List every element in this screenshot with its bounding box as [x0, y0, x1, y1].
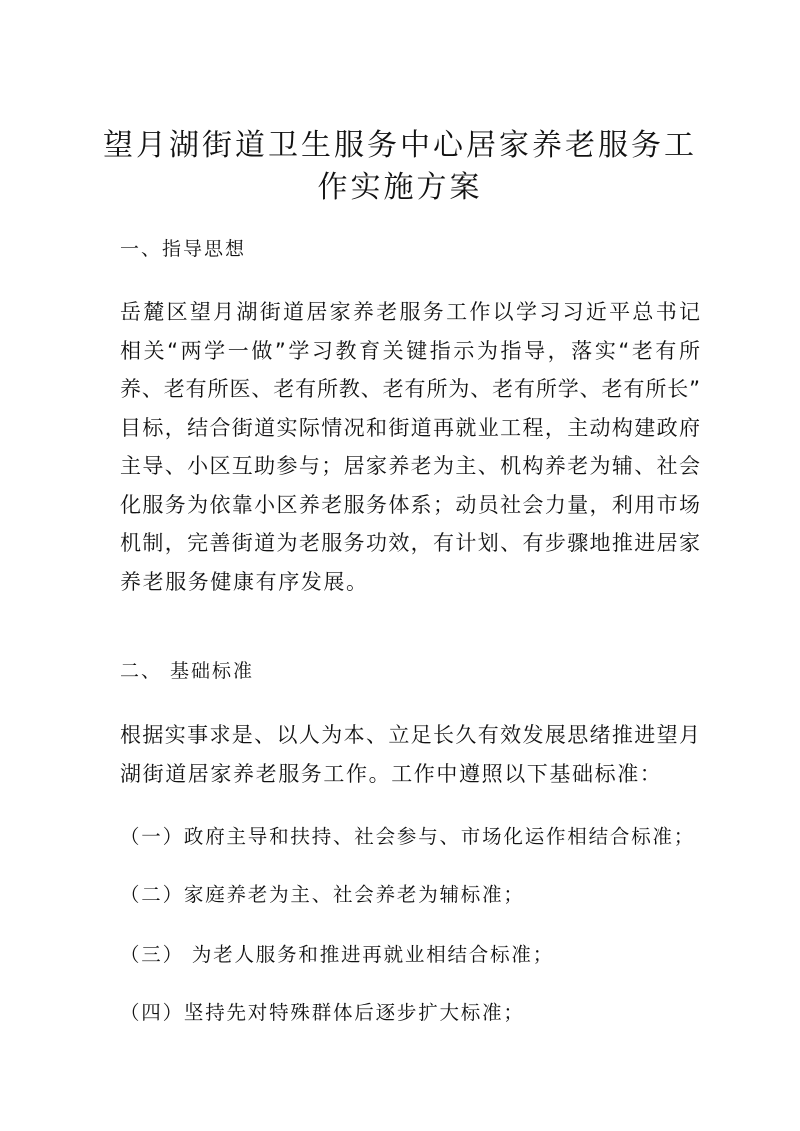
- paragraph-line: 根据实事求是、以人为本、立足长久有效发展思绪推进望月: [120, 723, 700, 747]
- section-1-heading: 一、指导思想: [120, 238, 247, 260]
- standard-item-1: （一）政府主导和扶持、社会参与、市场化运作相结合标准；: [120, 825, 696, 848]
- standard-item-2: （二）家庭养老为主、社会养老为辅标准；: [120, 883, 525, 906]
- section-2-heading: 二、 基础标准: [120, 660, 255, 682]
- paragraph-line: 目标，结合街道实际情况和街道再就业工程，主动构建政府: [120, 415, 700, 440]
- paragraph-line: 主导、小区互助参与；居家养老为主、机构养老为辅、社会: [120, 454, 700, 478]
- paragraph-line: 养老服务健康有序发展。: [120, 569, 369, 594]
- paragraph-line: 岳麓区望月湖街道居家养老服务工作以学习习近平总书记: [120, 300, 700, 324]
- section-1-paragraph: [120, 293, 700, 601]
- paragraph-line: 机制，完善街道为老服务功效，有计划、有步骤地推进居家: [120, 531, 700, 555]
- section-2-paragraph: [120, 716, 700, 793]
- standard-item-4: （四）坚持先对特殊群体后逐步扩大标准；: [120, 1001, 525, 1024]
- standard-item-3: （三） 为老人服务和推进再就业相结合标准；: [120, 943, 554, 966]
- document-title-line-1: 望月湖街道卫生服务中心居家养老服务工: [103, 128, 697, 163]
- document-title-line-2: 作实施方案: [317, 170, 483, 205]
- paragraph-line: 养、老有所医、老有所教、老有所为、老有所学、老有所长”: [120, 377, 700, 401]
- paragraph-line: 化服务为依靠小区养老服务体系；动员社会力量，利用市场: [120, 492, 700, 517]
- paragraph-line: 湖街道居家养老服务工作。工作中遵照以下基础标准：: [120, 761, 663, 786]
- paragraph-line: 相关“两学一做”学习教育关键指示为指导，落实“老有所: [120, 338, 700, 363]
